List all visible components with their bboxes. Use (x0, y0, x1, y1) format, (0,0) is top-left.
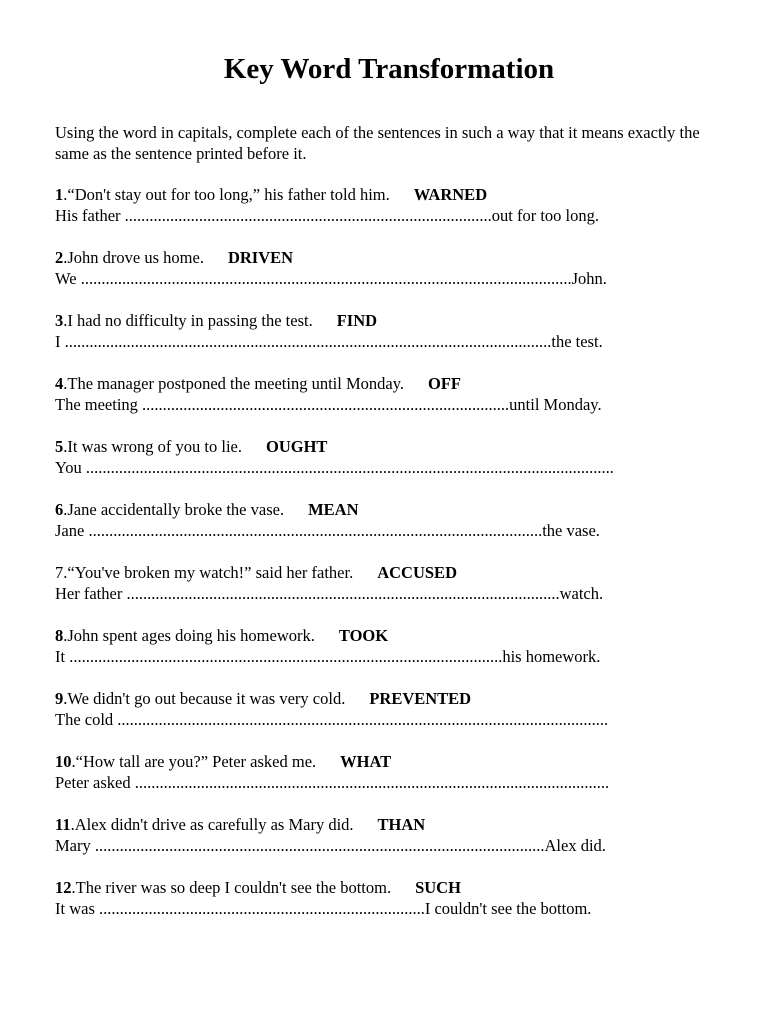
key-word: WHAT (340, 752, 392, 771)
exercise-number: 5 (55, 437, 64, 456)
key-word: TOOK (338, 626, 389, 645)
answer-line: Her father .........................................................................................................watch. (55, 584, 604, 603)
exercise-sentence: .John drove us home. (63, 248, 204, 267)
exercise-sentence: .“You've broken my watch!” said her father. (63, 563, 354, 582)
exercise-item (55, 688, 735, 751)
exercise-prompt (55, 877, 735, 898)
exercise-number: 8 (55, 626, 64, 645)
answer-line: Jane ..............................................................................................................the vase. (55, 521, 600, 540)
exercise-prompt (55, 814, 735, 835)
answer-line: Mary .............................................................................................................Alex did. (55, 836, 606, 855)
exercise-item (55, 310, 735, 373)
key-word: MEAN (308, 500, 359, 519)
key-word: OUGHT (265, 437, 328, 456)
exercise-prompt (55, 499, 735, 520)
exercise-prompt (55, 247, 735, 268)
answer-line: You ................................................................................................................................ (55, 458, 614, 477)
exercise-list (55, 184, 735, 940)
exercise-item (55, 184, 735, 247)
page-title: Key Word Transformation (223, 53, 555, 85)
exercise-sentence: .John spent ages doing his homework. (63, 626, 315, 645)
exercise-prompt (55, 310, 735, 331)
exercise-sentence: .I had no difficulty in passing the test. (63, 311, 313, 330)
exercise-number: 10 (55, 752, 72, 771)
answer-line: The cold ....................................................................................................................... (55, 710, 609, 729)
answer-line: It .........................................................................................................his homework. (55, 647, 601, 666)
exercise-item (55, 247, 735, 310)
exercise-sentence: .Jane accidentally broke the vase. (63, 500, 285, 519)
exercise-sentence: .It was wrong of you to lie. (63, 437, 242, 456)
instructions-text: Using the word in capitals, complete each of the sentences in such a way that it means exactly the same as the sentence printed before it. (55, 123, 700, 163)
exercise-prompt (55, 625, 735, 646)
exercise-number: 4 (55, 374, 64, 393)
key-word: OFF (428, 374, 462, 393)
exercise-prompt (55, 688, 735, 709)
key-word: ACCUSED (377, 563, 457, 582)
answer-line: His father .........................................................................................out for too long. (55, 206, 600, 225)
key-word: PREVENTED (369, 689, 472, 708)
exercise-number: 1 (55, 185, 64, 204)
answer-line: Peter asked ................................................................................................................... (55, 773, 610, 792)
exercise-prompt (55, 751, 735, 772)
answer-line: We .......................................................................................................................John. (55, 269, 607, 288)
exercise-item (55, 751, 735, 814)
exercise-sentence: .“Don't stay out for too long,” his father told him. (63, 185, 390, 204)
exercise-prompt (55, 436, 735, 457)
key-word: FIND (336, 311, 378, 330)
key-word: SUCH (415, 878, 461, 897)
exercise-item (55, 814, 735, 877)
exercise-number: 9 (55, 689, 64, 708)
exercise-item (55, 436, 735, 499)
exercise-sentence: .Alex didn't drive as carefully as Mary did. (70, 815, 354, 834)
key-word: WARNED (413, 185, 488, 204)
key-word: DRIVEN (227, 248, 294, 267)
exercise-number: 12 (55, 878, 72, 897)
exercise-number: 2 (55, 248, 64, 267)
exercise-item (55, 625, 735, 688)
exercise-prompt (55, 562, 735, 583)
exercise-item (55, 562, 735, 625)
exercise-number: 6 (55, 500, 64, 519)
exercise-prompt (55, 184, 735, 205)
answer-line: I ......................................................................................................................the test. (55, 332, 603, 351)
exercise-item (55, 499, 735, 562)
exercise-prompt (55, 373, 735, 394)
exercise-number: 11 (55, 815, 71, 834)
exercise-sentence: .The manager postponed the meeting until Monday. (63, 374, 405, 393)
exercise-sentence: .We didn't go out because it was very cold. (63, 689, 346, 708)
exercise-sentence: .The river was so deep I couldn't see the bottom. (71, 878, 392, 897)
exercise-number: 7 (55, 563, 64, 582)
key-word: THAN (377, 815, 426, 834)
answer-line: It was ...............................................................................I couldn't see the bottom. (55, 899, 592, 918)
exercise-item (55, 877, 735, 940)
answer-line: The meeting .........................................................................................until Monday. (55, 395, 602, 414)
exercise-item (55, 373, 735, 436)
exercise-number: 3 (55, 311, 64, 330)
exercise-sentence: .“How tall are you?” Peter asked me. (71, 752, 317, 771)
